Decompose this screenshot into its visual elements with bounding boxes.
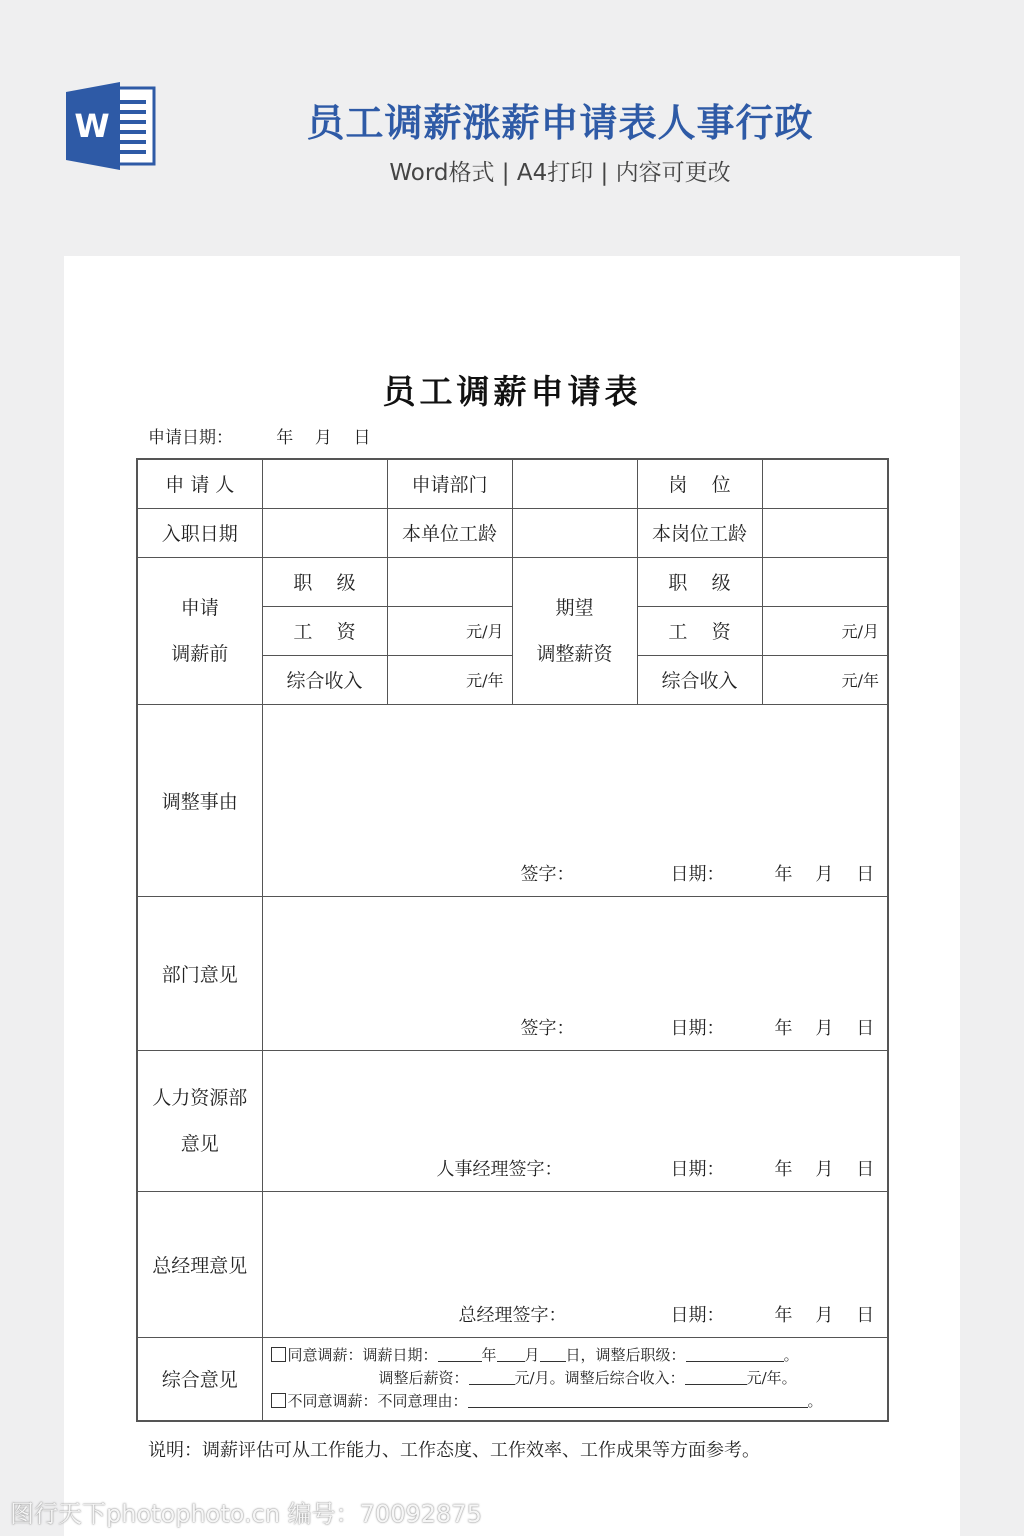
dept-date-label: 日期： — [670, 1017, 725, 1039]
expect-income-field[interactable]: 元/年 — [762, 655, 888, 704]
gm-ymd: 年 月 日 — [774, 1304, 875, 1326]
reason-ymd: 年 月 日 — [774, 863, 875, 885]
dept-opinion-field[interactable] — [262, 896, 888, 1050]
svg-text:W: W — [74, 107, 110, 145]
dept-sign-label: 签字： — [520, 1017, 575, 1039]
year-blank[interactable] — [438, 1347, 482, 1362]
reason-field[interactable] — [262, 704, 888, 896]
disagree-text: 不同意调薪：不同意理由： — [287, 1392, 468, 1411]
day-text: 日，调整后职级： — [565, 1346, 686, 1365]
company-years-label: 本单位工龄 — [387, 508, 512, 557]
new-salary-blank[interactable] — [469, 1370, 515, 1385]
salary-form-table — [136, 458, 889, 1422]
new-salary-text: 调整后薪资： — [378, 1369, 469, 1388]
new-salary-line — [271, 1367, 880, 1390]
dept-field[interactable] — [512, 459, 637, 508]
month-blank[interactable] — [497, 1347, 525, 1362]
gm-opinion-label: 总经理意见 — [137, 1191, 262, 1337]
reason-label: 调整事由 — [137, 704, 262, 896]
dept-label: 申请部门 — [387, 459, 512, 508]
footnote: 说明：调薪评估可从工作能力、工作态度、工作效率、工作成果等方面参考。 — [148, 1440, 760, 1461]
overall-field — [262, 1337, 888, 1421]
agree-line — [271, 1344, 880, 1367]
expect-label-line1: 期望 — [555, 596, 594, 619]
reason-sign-label: 签字： — [520, 863, 575, 885]
before-income-label: 综合收入 — [262, 655, 387, 704]
disagree-checkbox[interactable] — [271, 1393, 286, 1408]
applicant-label: 申 请 人 — [137, 459, 262, 508]
per-year-end: 元/年。 — [746, 1369, 797, 1388]
banner-title: 员工调薪涨薪申请表人事行政 — [306, 101, 814, 145]
hr-label-line1: 人力资源部 — [152, 1086, 248, 1109]
hr-ymd: 年 月 日 — [774, 1158, 875, 1180]
expect-label-line2: 调整薪资 — [536, 642, 613, 665]
word-doc-icon — [64, 82, 156, 170]
document-title: 员工调薪申请表 — [382, 372, 642, 411]
before-label-line1: 申请 — [180, 596, 219, 619]
new-income-blank[interactable] — [685, 1370, 747, 1385]
month-text: 月 — [524, 1346, 540, 1365]
expect-level-label: 职 级 — [637, 557, 762, 606]
before-level-label: 职 级 — [262, 557, 387, 606]
before-salary-field[interactable]: 元/月 — [387, 606, 512, 655]
year-text: 年 — [481, 1346, 497, 1365]
post-years-field[interactable] — [762, 508, 888, 557]
gm-sign-label: 总经理签字： — [458, 1304, 567, 1326]
join-date-label: 入职日期 — [137, 508, 262, 557]
before-label-line2: 调薪前 — [171, 642, 229, 665]
post-label: 岗 位 — [637, 459, 762, 508]
dept-opinion-label: 部门意见 — [137, 896, 262, 1050]
hr-label-line2: 意见 — [180, 1132, 219, 1155]
reason-blank[interactable] — [468, 1393, 808, 1408]
company-years-field[interactable] — [512, 508, 637, 557]
expect-label — [512, 557, 637, 704]
post-field[interactable] — [762, 459, 888, 508]
before-salary-label: 工 资 — [262, 606, 387, 655]
before-label — [137, 557, 262, 704]
before-level-field[interactable] — [387, 557, 512, 606]
hr-opinion-field[interactable] — [262, 1050, 888, 1191]
join-date-field[interactable] — [262, 508, 387, 557]
level-blank[interactable] — [686, 1347, 784, 1362]
hr-sign-label: 人事经理签字： — [436, 1158, 563, 1180]
agree-checkbox[interactable] — [271, 1347, 286, 1362]
expect-salary-field[interactable]: 元/月 — [762, 606, 888, 655]
banner-subtitle: Word格式 | A4打印 | 内容可更改 — [389, 160, 731, 186]
expect-level-field[interactable] — [762, 557, 888, 606]
watermark: 图行天下photophoto.cn 编号：70092875 — [10, 1500, 482, 1528]
expect-income-label: 综合收入 — [637, 655, 762, 704]
period-2: 。 — [807, 1392, 823, 1411]
before-income-field[interactable]: 元/年 — [387, 655, 512, 704]
dept-ymd: 年 月 日 — [774, 1017, 875, 1039]
gm-opinion-field[interactable] — [262, 1191, 888, 1337]
post-years-label: 本岗位工龄 — [637, 508, 762, 557]
new-income-text: 元/月。调整后综合收入： — [514, 1369, 685, 1388]
period-1: 。 — [783, 1346, 799, 1365]
applicant-field[interactable] — [262, 459, 387, 508]
hr-date-label: 日期： — [670, 1158, 725, 1180]
reason-date-label: 日期： — [670, 863, 725, 885]
agree-text: 同意调薪：调薪日期： — [287, 1346, 438, 1365]
disagree-line — [271, 1390, 880, 1413]
hr-opinion-label — [137, 1050, 262, 1191]
overall-label: 综合意见 — [137, 1337, 262, 1421]
gm-date-label: 日期： — [670, 1304, 725, 1326]
expect-salary-label: 工 资 — [637, 606, 762, 655]
apply-date: 申请日期： 年 月 日 — [148, 428, 371, 448]
day-blank[interactable] — [540, 1347, 566, 1362]
